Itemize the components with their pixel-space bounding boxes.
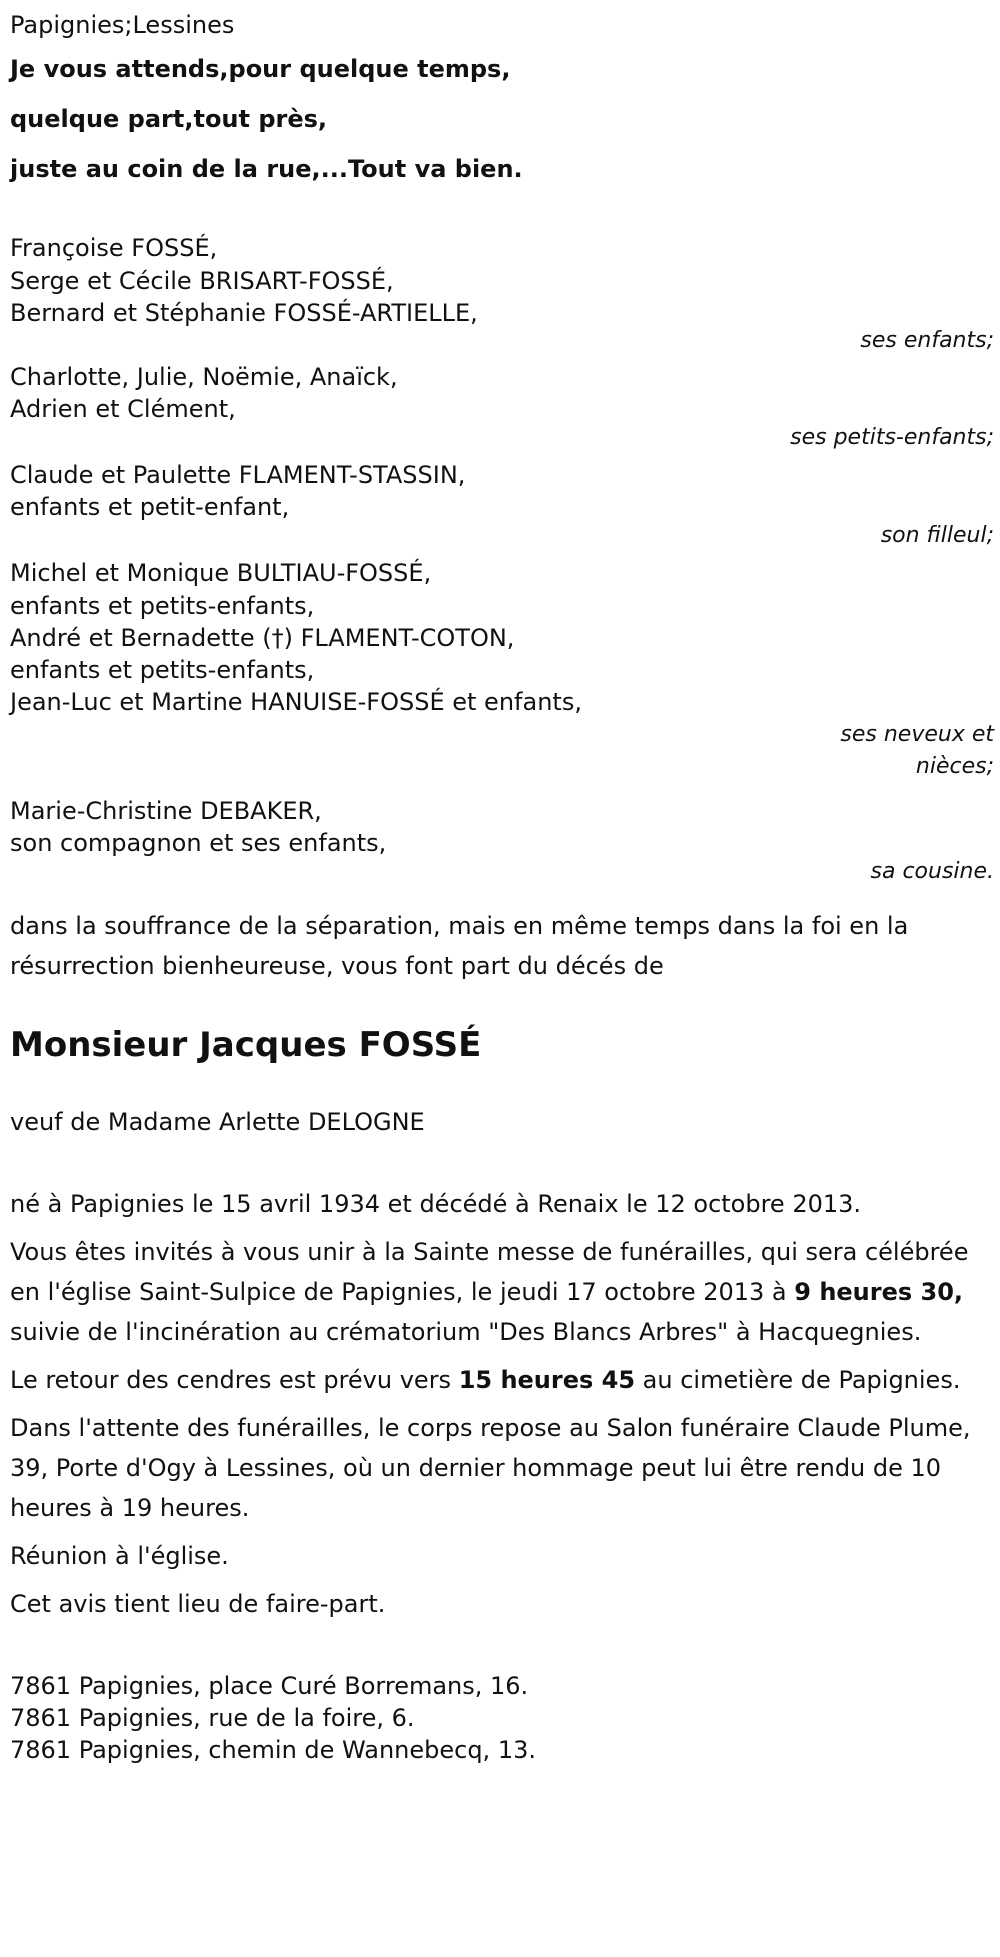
ashes-text-after: au cimetière de Papignies.	[635, 1366, 961, 1394]
birth-death-paragraph: né à Papignies le 15 avril 1934 et décédé à Renaix le 12 octobre 2013.	[10, 1190, 862, 1218]
family-role: nièces;	[915, 754, 994, 779]
family-member: enfants et petits-enfants,	[10, 592, 315, 620]
address-line: 7861 Papignies, place Curé Borremans, 16.	[10, 1672, 529, 1700]
family-group-cousin	[10, 794, 1000, 886]
family-member: Jean-Luc et Martine HANUISE-FOSSÉ et enfants,	[10, 688, 582, 716]
family-member: enfants et petit-enfant,	[10, 493, 290, 521]
location-header: Papignies;Lessines	[10, 11, 235, 39]
family-role: ses neveux et	[840, 722, 994, 747]
ashes-paragraph	[10, 1360, 1000, 1400]
poem-line: quelque part,tout près,	[10, 105, 328, 133]
family-member: son compagnon et ses enfants,	[10, 829, 387, 857]
family-member: Marie-Christine DEBAKER,	[10, 797, 322, 825]
family-role: son filleul;	[880, 523, 994, 548]
poem-line: juste au coin de la rue,...Tout va bien.	[10, 155, 523, 183]
family-member: Françoise FOSSÉ,	[10, 234, 218, 262]
ashes-text-before: Le retour des cendres est prévu vers	[10, 1366, 459, 1394]
family-member: enfants et petits-enfants,	[10, 656, 315, 684]
family-role: sa cousine.	[870, 859, 994, 884]
family-role: ses enfants;	[860, 328, 994, 353]
family-group-nephews-nieces	[10, 556, 1000, 782]
mass-paragraph	[10, 1232, 1000, 1352]
family-group-godson	[10, 458, 1000, 550]
family-member: Charlotte, Julie, Noëmie, Anaïck,	[10, 363, 398, 391]
address-line: 7861 Papignies, chemin de Wannebecq, 13.	[10, 1736, 536, 1764]
family-member: Claude et Paulette FLAMENT-STASSIN,	[10, 461, 466, 489]
family-group-children	[10, 232, 1000, 354]
address-list	[10, 1670, 1000, 1766]
poem	[10, 44, 1000, 194]
mass-text-before: Vous êtes invités à vous unir à la Sainte messe de funérailles, qui sera célébrée en l'église Saint-Sulpice de Papignies, le jeudi 17 octobre 2013 à	[10, 1238, 969, 1306]
family-member: André et Bernadette (†) FLAMENT-COTON,	[10, 624, 515, 652]
notice-paragraph: Cet avis tient lieu de faire-part.	[10, 1590, 386, 1618]
address-line: 7861 Papignies, rue de la foire, 6.	[10, 1704, 415, 1732]
family-member: Michel et Monique BULTIAU-FOSSÉ,	[10, 559, 432, 587]
mass-text-after: suivie de l'incinération au crématorium "Des Blancs Arbres" à Hacquegnies.	[10, 1318, 922, 1346]
announcement-intro: dans la souffrance de la séparation, mais en même temps dans la foi en la résurrection bienheureuse, vous font part du décés de	[10, 912, 909, 980]
family-group-grandchildren	[10, 360, 1000, 452]
family-member: Bernard et Stéphanie FOSSÉ-ARTIELLE,	[10, 299, 478, 327]
ashes-time: 15 heures 45	[458, 1366, 636, 1394]
family-member: Adrien et Clément,	[10, 395, 236, 423]
family-member: Serge et Cécile BRISART-FOSSÉ,	[10, 267, 394, 295]
mass-time: 9 heures 30,	[794, 1278, 964, 1306]
meeting-paragraph: Réunion à l'église.	[10, 1542, 229, 1570]
poem-line: Je vous attends,pour quelque temps,	[10, 55, 511, 83]
viewing-paragraph: Dans l'attente des funérailles, le corps repose au Salon funéraire Claude Plume, 39, Porte d'Ogy à Lessines, où un dernier hommage peut lui être rendu de 10 heures à 19 heures.	[10, 1414, 971, 1522]
family-role: ses petits-enfants;	[790, 425, 994, 450]
widow-of: veuf de Madame Arlette DELOGNE	[10, 1108, 425, 1136]
deceased-name: Monsieur Jacques FOSSÉ	[10, 1025, 482, 1065]
